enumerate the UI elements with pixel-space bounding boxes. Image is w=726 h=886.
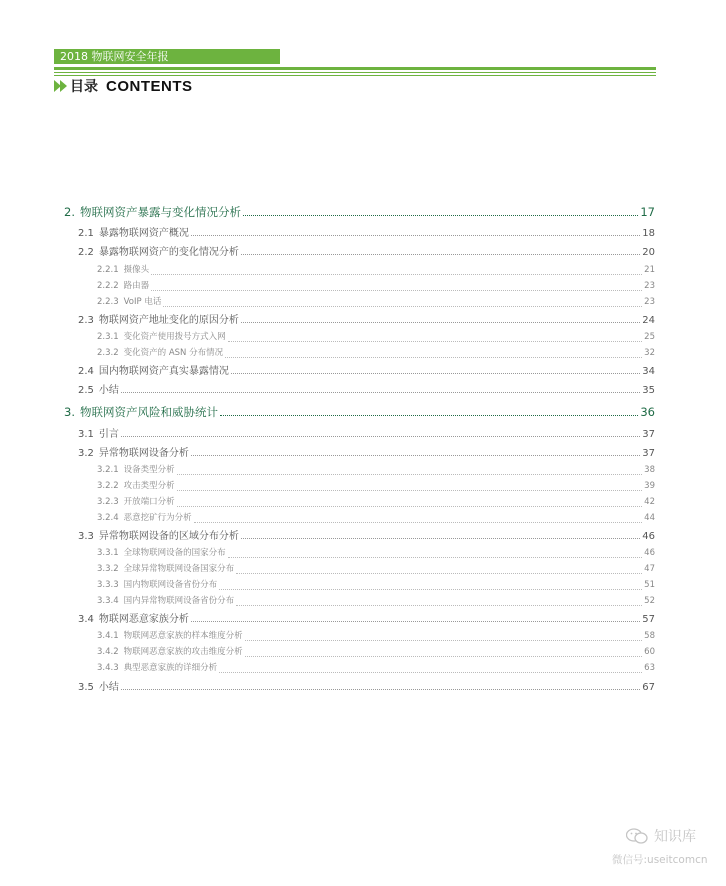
dot-leader bbox=[241, 253, 640, 255]
dot-leader bbox=[228, 340, 643, 342]
dot-leader bbox=[236, 572, 642, 574]
toc-page: 46 bbox=[644, 548, 655, 558]
toc-entry[interactable] bbox=[78, 381, 655, 397]
toc-title bbox=[54, 77, 193, 95]
dot-leader bbox=[151, 289, 642, 291]
toc-entry[interactable] bbox=[97, 546, 655, 562]
toc-entry[interactable] bbox=[78, 425, 655, 441]
toc-entry[interactable] bbox=[78, 444, 655, 460]
toc-entry[interactable] bbox=[97, 578, 655, 594]
toc-entry[interactable] bbox=[97, 263, 655, 279]
toc-page: 58 bbox=[644, 631, 655, 641]
double-arrow-icon bbox=[54, 80, 67, 92]
toc-entry[interactable] bbox=[64, 204, 655, 220]
dot-leader bbox=[236, 604, 642, 606]
toc-num: 2. bbox=[64, 205, 75, 219]
toc-entry[interactable] bbox=[97, 295, 655, 311]
toc-page: 51 bbox=[644, 580, 655, 590]
toc-page: 17 bbox=[640, 205, 655, 219]
header-rule-thick bbox=[54, 67, 656, 70]
toc-page: 67 bbox=[642, 682, 655, 693]
dot-leader bbox=[163, 305, 642, 307]
toc-page: 47 bbox=[644, 564, 655, 574]
toc-entry[interactable] bbox=[97, 661, 655, 677]
dot-leader bbox=[228, 556, 643, 558]
toc-num: 2.2.2 bbox=[97, 281, 119, 291]
toc-num: 3.4.1 bbox=[97, 631, 119, 641]
toc-num: 3.4 bbox=[78, 614, 94, 625]
dot-leader bbox=[219, 671, 642, 673]
toc-num: 2.3.2 bbox=[97, 348, 119, 358]
toc-text: 异常物联网设备分析 bbox=[98, 448, 189, 459]
toc-num: 3.2.4 bbox=[97, 513, 119, 523]
toc-page: 18 bbox=[642, 228, 655, 239]
watermark bbox=[612, 826, 722, 876]
toc-entry[interactable] bbox=[97, 629, 655, 645]
toc-num: 3.2 bbox=[78, 448, 94, 459]
toc-page: 38 bbox=[644, 465, 655, 475]
toc-entry[interactable] bbox=[97, 645, 655, 661]
toc-text: 引言 bbox=[98, 429, 119, 440]
toc-text: 摄像头 bbox=[123, 265, 150, 275]
toc-page: 63 bbox=[644, 663, 655, 673]
toc-num: 2.1 bbox=[78, 228, 94, 239]
toc-page: 35 bbox=[642, 385, 655, 396]
toc-text: 物联网恶意家族的样本维度分析 bbox=[123, 631, 243, 641]
toc-num: 2.2.3 bbox=[97, 297, 119, 307]
header-rule-thin-2 bbox=[54, 75, 656, 76]
toc-entry[interactable] bbox=[97, 330, 655, 346]
toc-text: 国内异常物联网设备省份分布 bbox=[123, 596, 235, 606]
toc-text: 全球物联网设备的国家分布 bbox=[123, 548, 226, 558]
dot-leader bbox=[151, 273, 642, 275]
dot-leader bbox=[241, 321, 640, 323]
toc-num: 3. bbox=[64, 405, 75, 419]
dot-leader bbox=[177, 489, 643, 491]
toc-entry[interactable] bbox=[97, 562, 655, 578]
toc-text: 小结 bbox=[98, 385, 119, 396]
report-header-label: 2018 物联网安全年报 bbox=[60, 50, 169, 63]
toc-entry[interactable] bbox=[78, 527, 655, 543]
toc-text: 物联网恶意家族的攻击维度分析 bbox=[123, 647, 243, 657]
toc-entry[interactable] bbox=[78, 224, 655, 240]
dot-leader bbox=[231, 372, 640, 374]
dot-leader bbox=[121, 688, 640, 690]
toc-text: 攻击类型分析 bbox=[123, 481, 175, 491]
toc-page: 21 bbox=[644, 265, 655, 275]
dot-leader bbox=[225, 356, 642, 358]
toc-text: 异常物联网设备的区域分布分析 bbox=[98, 531, 239, 542]
toc-title-en: CONTENTS bbox=[106, 77, 193, 95]
toc-num: 3.5 bbox=[78, 682, 94, 693]
header-rule-thin bbox=[54, 72, 656, 73]
toc-entry[interactable] bbox=[97, 594, 655, 610]
dot-leader bbox=[121, 391, 640, 393]
toc-page: 57 bbox=[642, 614, 655, 625]
toc-entry[interactable] bbox=[78, 362, 655, 378]
toc-page: 44 bbox=[644, 513, 655, 523]
dot-leader bbox=[177, 505, 643, 507]
toc-num: 3.3 bbox=[78, 531, 94, 542]
toc-entry[interactable] bbox=[78, 610, 655, 626]
toc-page: 42 bbox=[644, 497, 655, 507]
toc-text: 国内物联网设备省份分布 bbox=[123, 580, 218, 590]
toc-num: 3.3.1 bbox=[97, 548, 119, 558]
toc-entry[interactable] bbox=[97, 511, 655, 527]
toc-text: 变化资产使用拨号方式入网 bbox=[123, 332, 226, 342]
dot-leader bbox=[194, 521, 643, 523]
toc-entry[interactable] bbox=[97, 346, 655, 362]
toc-page: 46 bbox=[642, 531, 655, 542]
report-header-bar bbox=[54, 49, 280, 64]
toc-num: 2.5 bbox=[78, 385, 94, 396]
toc-num: 3.4.2 bbox=[97, 647, 119, 657]
dot-leader bbox=[191, 620, 640, 622]
toc-num: 2.4 bbox=[78, 366, 94, 377]
toc-text: 设备类型分析 bbox=[123, 465, 175, 475]
toc-page: 60 bbox=[644, 647, 655, 657]
dot-leader bbox=[241, 537, 640, 539]
watermark-account: 微信号:useitcomcn bbox=[612, 854, 708, 866]
dot-leader bbox=[191, 454, 640, 456]
toc-num: 3.2.2 bbox=[97, 481, 119, 491]
dot-leader bbox=[245, 655, 643, 657]
toc-text: 开放端口分析 bbox=[123, 497, 175, 507]
toc-num: 3.2.1 bbox=[97, 465, 119, 475]
toc-num: 3.4.3 bbox=[97, 663, 119, 673]
toc-page: 36 bbox=[640, 405, 655, 419]
toc-entry[interactable] bbox=[78, 243, 655, 259]
toc-num: 3.1 bbox=[78, 429, 94, 440]
toc-num: 2.2.1 bbox=[97, 265, 119, 275]
toc-text: 暴露物联网资产概况 bbox=[98, 228, 189, 239]
toc-entry[interactable] bbox=[64, 404, 655, 420]
toc-text: VoIP 电话 bbox=[123, 297, 162, 307]
toc-text: 物联网资产暴露与变化情况分析 bbox=[79, 205, 241, 219]
toc-num: 3.3.2 bbox=[97, 564, 119, 574]
toc-num: 3.3.4 bbox=[97, 596, 119, 606]
toc-page: 23 bbox=[644, 281, 655, 291]
toc-page: 52 bbox=[644, 596, 655, 606]
toc-entry[interactable] bbox=[78, 311, 655, 327]
toc-num: 2.3 bbox=[78, 315, 94, 326]
toc-text: 变化资产的 ASN 分布情况 bbox=[123, 348, 224, 358]
watermark-name: 知识库 bbox=[654, 829, 696, 845]
toc-entry[interactable] bbox=[97, 479, 655, 495]
toc-page: 39 bbox=[644, 481, 655, 491]
toc-text: 物联网资产地址变化的原因分析 bbox=[98, 315, 239, 326]
toc-entry[interactable] bbox=[97, 279, 655, 295]
toc-num: 3.2.3 bbox=[97, 497, 119, 507]
dot-leader bbox=[245, 639, 643, 641]
toc-page: 25 bbox=[644, 332, 655, 342]
toc-num: 2.2 bbox=[78, 247, 94, 258]
toc-entry[interactable] bbox=[97, 463, 655, 479]
toc-entry[interactable] bbox=[97, 495, 655, 511]
dot-leader bbox=[191, 234, 640, 236]
toc-text: 小结 bbox=[98, 682, 119, 693]
toc-entry[interactable] bbox=[78, 678, 655, 694]
toc-page: 20 bbox=[642, 247, 655, 258]
dot-leader bbox=[219, 588, 642, 590]
toc-page: 23 bbox=[644, 297, 655, 307]
toc-text: 恶意挖矿行为分析 bbox=[123, 513, 192, 523]
toc-num: 2.3.1 bbox=[97, 332, 119, 342]
toc-page: 37 bbox=[642, 429, 655, 440]
toc-page: 34 bbox=[642, 366, 655, 377]
toc-num: 3.3.3 bbox=[97, 580, 119, 590]
dot-leader bbox=[220, 414, 638, 416]
toc-page: 24 bbox=[642, 315, 655, 326]
toc-title-cn: 目录 bbox=[70, 79, 98, 95]
toc-text: 路由器 bbox=[123, 281, 150, 291]
toc-text: 国内物联网资产真实暴露情况 bbox=[98, 366, 229, 377]
dot-leader bbox=[243, 214, 638, 216]
toc-text: 全球异常物联网设备国家分布 bbox=[123, 564, 235, 574]
toc-text: 典型恶意家族的详细分析 bbox=[123, 663, 218, 673]
dot-leader bbox=[121, 435, 640, 437]
dot-leader bbox=[177, 473, 643, 475]
toc-page: 32 bbox=[644, 348, 655, 358]
toc-text: 暴露物联网资产的变化情况分析 bbox=[98, 247, 239, 258]
wechat-icon bbox=[626, 828, 648, 844]
toc-page: 37 bbox=[642, 448, 655, 459]
toc-text: 物联网恶意家族分析 bbox=[98, 614, 189, 625]
toc-text: 物联网资产风险和威胁统计 bbox=[79, 405, 218, 419]
